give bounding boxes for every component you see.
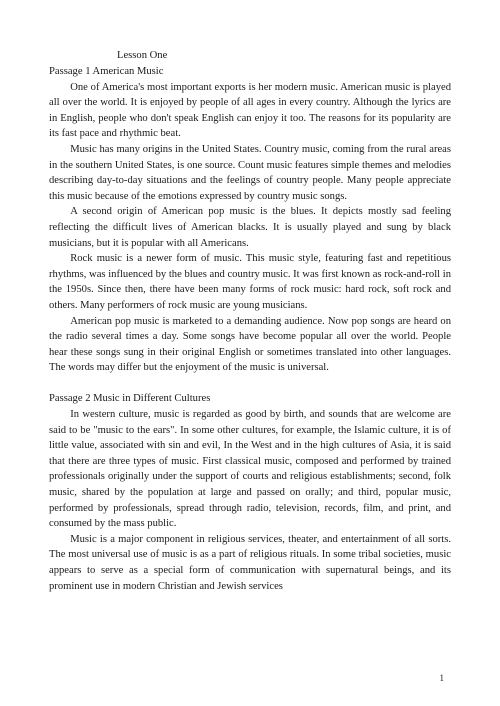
passage-1-paragraph: Rock music is a newer form of music. This music style, featuring fast and repetitious rhythms, was influenced by the blues and country music. It was first known as rock-and-roll in the 1950s. Since then, there have been many forms of rock music: hard rock, soft rock and others. Many performers of rock music are young musicians. (49, 253, 451, 311)
passage-1-paragraph: A second origin of American pop music is the blues. It depicts mostly sad feeling reflecting the difficult lives of American blacks. It is usually played and sung by black musicians, but it is popular with all Americans. (49, 206, 451, 249)
section-spacer (49, 376, 451, 392)
passage-2-paragraph: In western culture, music is regarded as good by birth, and sounds that are welcome are said to be "music to the ears". In some other cultures, for example, the Islamic culture, it is of little value, associated with sin and evil, In the West and in the high cultures of Asia, it is said that there are three types of music. First classical music, composed and performed by trained professionals originally under the support of courts and religious establishments; second, folk music, shared by the population at large and passed on orally; and third, popular music, performed by professionals, spread through radio, television, records, film, and print, and consumed by the mass public. (49, 409, 451, 530)
lesson-title: Lesson One (117, 50, 168, 61)
page-number: 1 (439, 673, 444, 683)
passage-2-paragraph: Music is a major component in religious services, theater, and entertainment of all sorts. The most universal use of music is as a part of religious rituals. In some tribal societies, music appears to serve as a special form of communication with supernatural beings, and its prominent use in modern Christian and Jewish services (49, 533, 451, 592)
passage-1-paragraph: One of America's most important exports is her modern music. American music is played all over the world. It is enjoyed by people of all ages in every country. Although the lyrics are in English, people who don't speak English can enjoy it too. The reasons for its popularity are its fast pace and rhythmic beat. (49, 81, 451, 140)
passage-1-heading: Passage 1 American Music (49, 66, 164, 77)
document-body (49, 64, 451, 594)
passage-1-paragraph: American pop music is marketed to a demanding audience. Now pop songs are heard on the radio several times a day. Some songs have become popular all over the world. People hear these songs sung in their original English or sometimes translated into other languages. The words may differ but the enjoyment of the music is universal. (49, 315, 451, 374)
passage-2-heading: Passage 2 Music in Different Cultures (49, 393, 211, 405)
passage-1-paragraph: Music has many origins in the United States. Country music, coming from the rural areas in the southern United States, is one source. Count music features simple themes and melodies describing day-to-day situations and the feelings of country people. Many people appreciate this music because of the emotions expressed by country music songs. (49, 143, 451, 202)
